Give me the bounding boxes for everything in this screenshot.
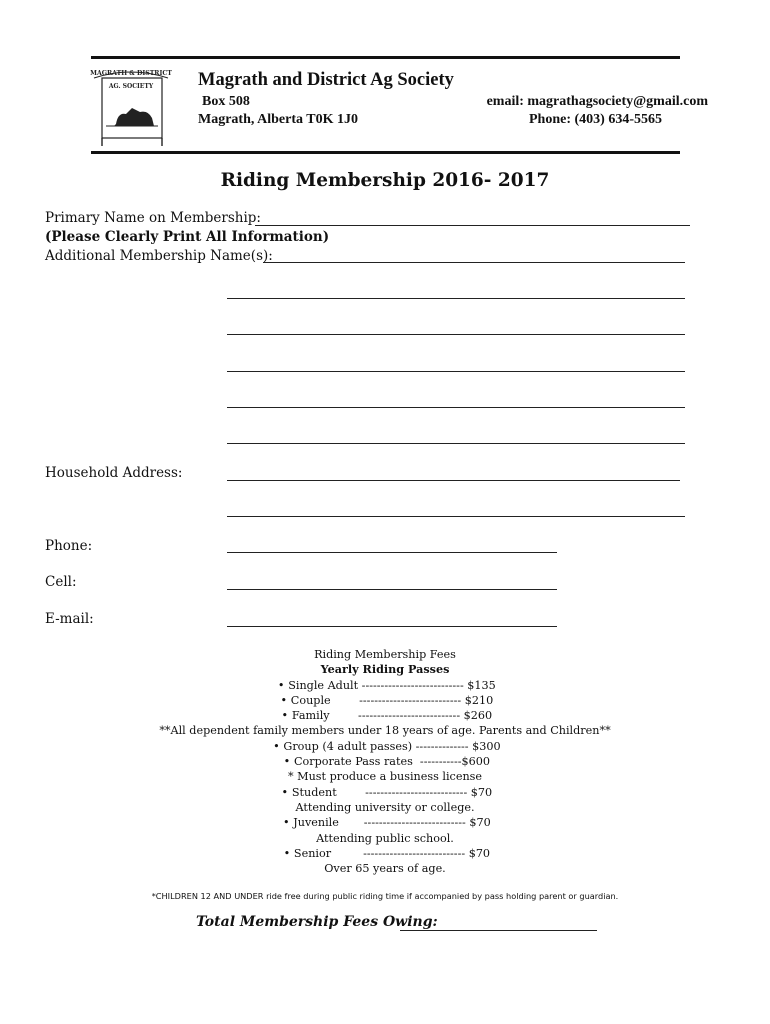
- bullet-icon: •: [273, 739, 280, 753]
- additional-name-field-2[interactable]: [227, 298, 685, 299]
- additional-name-field-5[interactable]: [227, 407, 685, 408]
- fees-section: [0, 647, 770, 876]
- bullet-icon: •: [281, 785, 289, 799]
- total-fees-label: Total Membership Fees Owing:: [196, 914, 438, 930]
- bullet-icon: •: [283, 755, 291, 769]
- additional-name-field-4[interactable]: [227, 371, 685, 372]
- juvenile-note: Attending public school.: [316, 831, 454, 845]
- header-top-rule: [91, 56, 680, 59]
- fees-subheading: Yearly Riding Passes: [320, 662, 450, 677]
- society-logo: [88, 64, 174, 148]
- form-title: Riding Membership 2016- 2017: [220, 170, 550, 191]
- household-address-field-2[interactable]: [227, 516, 685, 517]
- svg-text:MAGRATH & DISTRICT: MAGRATH & DISTRICT: [90, 70, 172, 77]
- org-name: Magrath and District Ag Society: [198, 70, 454, 90]
- fee-family: • Family --------------------------- $260: [0, 708, 770, 723]
- address-line2: Magrath, Alberta T0K 1J0: [198, 112, 358, 127]
- senior-note: Over 65 years of age.: [324, 862, 446, 876]
- fees-heading: Riding Membership Fees: [314, 648, 456, 661]
- bullet-icon: •: [283, 846, 291, 860]
- dependent-note: **All dependent family members under 18 years of age. Parents and Children**: [159, 724, 611, 738]
- logo-sign-icon: [88, 64, 174, 148]
- bullet-icon: •: [277, 678, 285, 692]
- primary-name-field[interactable]: [255, 225, 690, 226]
- additional-names-label: Additional Membership Name(s):: [45, 248, 273, 264]
- bullet-icon: •: [280, 693, 288, 707]
- fee-senior: • Senior --------------------------- $70: [0, 846, 770, 861]
- student-note: Attending university or college.: [295, 800, 475, 814]
- fee-corporate: • Corporate Pass rates -----------$600: [0, 754, 770, 769]
- header-bottom-rule: [91, 151, 680, 154]
- fee-student: • Student --------------------------- $70: [0, 785, 770, 800]
- additional-name-field-6[interactable]: [227, 443, 685, 444]
- svg-text:AG. SOCIETY: AG. SOCIETY: [108, 83, 154, 90]
- household-address-field-1[interactable]: [227, 480, 680, 481]
- primary-name-label: Primary Name on Membership:: [45, 210, 261, 226]
- cell-field[interactable]: [227, 589, 557, 590]
- fee-single-adult: • Single Adult --------------------------- $135: [0, 678, 770, 693]
- email-label: E-mail:: [45, 611, 94, 627]
- contact-phone: Phone: (403) 634-5565: [529, 112, 662, 127]
- email-field[interactable]: [227, 626, 557, 627]
- bullet-icon: •: [281, 709, 289, 723]
- household-address-label: Household Address:: [45, 465, 183, 481]
- total-fees-field[interactable]: [400, 930, 597, 931]
- address-line1: Box 508: [202, 94, 250, 109]
- additional-name-field-1[interactable]: [263, 262, 685, 263]
- bullet-icon: •: [282, 816, 290, 830]
- phone-field[interactable]: [227, 552, 557, 553]
- fee-juvenile: • Juvenile --------------------------- $70: [0, 815, 770, 830]
- cell-label: Cell:: [45, 574, 77, 590]
- fee-group: • Group (4 adult passes) -------------- $300: [0, 739, 770, 754]
- print-notice: (Please Clearly Print All Information): [45, 229, 330, 245]
- children-note: *CHILDREN 12 AND UNDER ride free during public riding time if accompanied by pass holding parent or guardian.: [151, 891, 619, 901]
- additional-name-field-3[interactable]: [227, 334, 685, 335]
- phone-label: Phone:: [45, 538, 93, 554]
- contact-email: email: magrathagsociety@gmail.com: [486, 94, 708, 109]
- fee-couple: • Couple --------------------------- $210: [0, 693, 770, 708]
- corporate-note: * Must produce a business license: [287, 770, 483, 784]
